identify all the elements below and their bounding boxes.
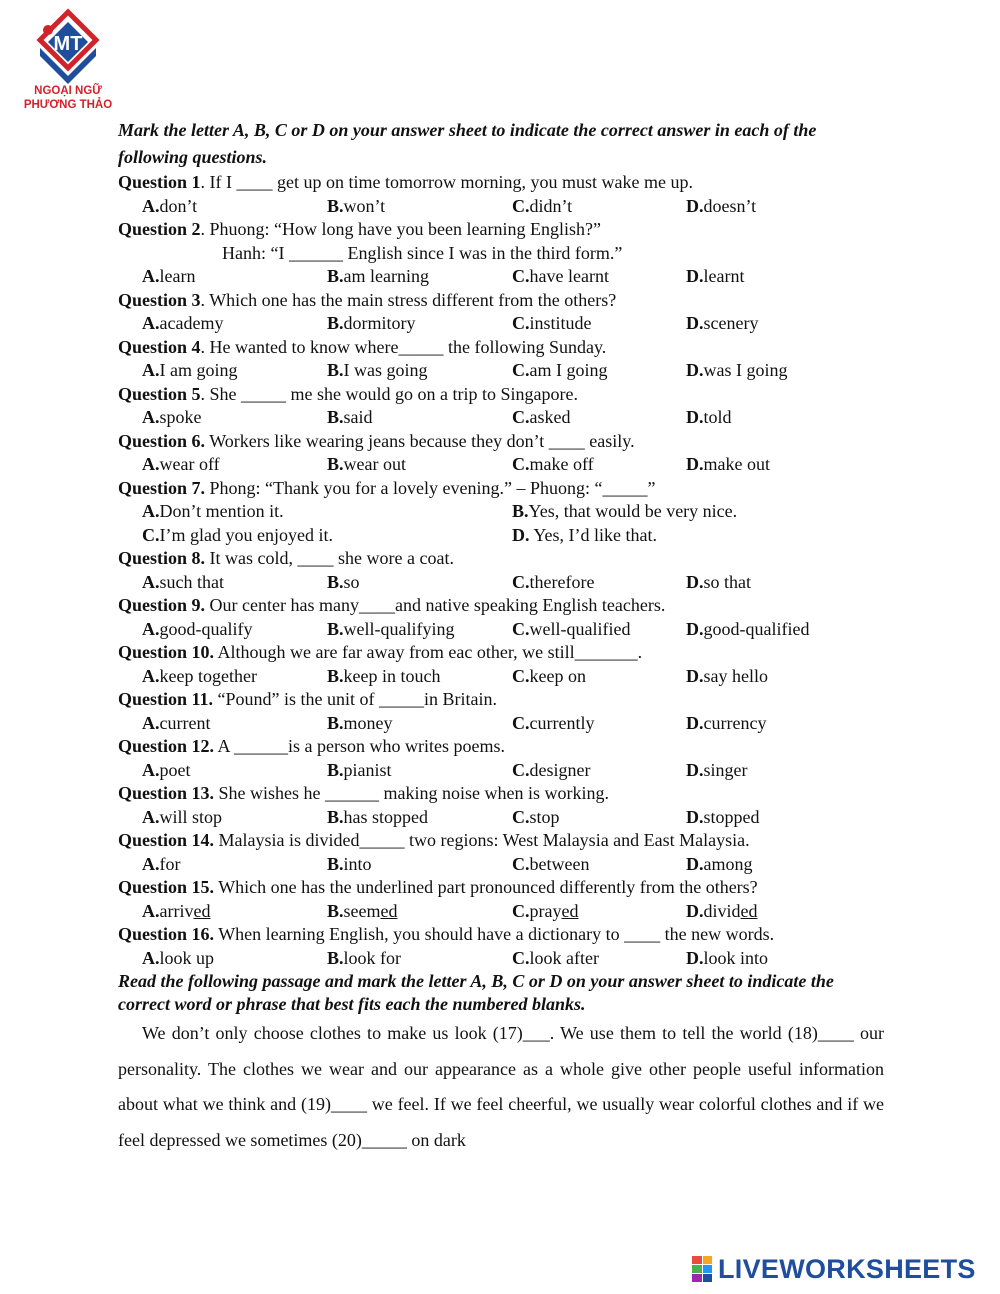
option-letter: C. bbox=[512, 618, 530, 639]
answer-option[interactable] bbox=[512, 571, 594, 595]
question-label: Question 8. bbox=[118, 548, 206, 568]
question-stem bbox=[118, 782, 884, 806]
option-text: singer bbox=[703, 759, 748, 780]
option-letter: B. bbox=[327, 806, 344, 827]
question-stem bbox=[118, 594, 884, 618]
answer-option[interactable] bbox=[327, 900, 398, 924]
option-letter: A. bbox=[142, 806, 160, 827]
answer-option[interactable] bbox=[327, 453, 406, 477]
answer-option[interactable] bbox=[686, 453, 770, 477]
option-row bbox=[118, 195, 884, 219]
answer-option[interactable] bbox=[327, 759, 392, 783]
option-row bbox=[118, 406, 884, 430]
question-text: Which one has the main stress different from the others? bbox=[205, 289, 617, 310]
logo-caption bbox=[14, 84, 122, 112]
question-label: Question 15. bbox=[118, 877, 215, 897]
answer-option[interactable] bbox=[686, 947, 768, 971]
answer-option[interactable] bbox=[686, 806, 760, 830]
option-letter: D. bbox=[686, 571, 704, 592]
question-stem bbox=[118, 430, 884, 454]
option-letter: C. bbox=[512, 665, 530, 686]
option-letter: C. bbox=[512, 759, 530, 780]
option-row bbox=[118, 524, 884, 548]
option-letter: D. bbox=[686, 454, 704, 474]
answer-option[interactable] bbox=[512, 618, 630, 642]
option-row bbox=[118, 806, 884, 830]
option-letter: D. bbox=[686, 900, 704, 921]
option-letter: B. bbox=[327, 407, 344, 427]
question-label: Question 5 bbox=[118, 383, 201, 404]
logo-letters: MT bbox=[53, 33, 83, 55]
option-letter: D. bbox=[686, 665, 704, 686]
option-text: divid bbox=[703, 900, 741, 921]
option-text: so that bbox=[703, 571, 751, 592]
answer-option[interactable] bbox=[142, 500, 284, 524]
option-row bbox=[118, 759, 884, 783]
option-letter: A. bbox=[142, 266, 160, 286]
option-letter: D. bbox=[686, 195, 704, 216]
question-separator: . bbox=[200, 336, 206, 357]
option-text: keep on bbox=[529, 665, 586, 686]
option-letter: C. bbox=[512, 900, 530, 921]
option-text: seem bbox=[343, 900, 381, 921]
option-text: will stop bbox=[159, 806, 223, 827]
question-separator: . bbox=[200, 289, 206, 310]
answer-option[interactable] bbox=[142, 265, 195, 289]
option-letter: C. bbox=[512, 853, 530, 874]
question-separator: . bbox=[200, 383, 206, 404]
answer-option[interactable] bbox=[686, 759, 748, 783]
question-text: Although we are far away from eac other, we still_______. bbox=[214, 642, 643, 662]
answer-option[interactable] bbox=[686, 359, 788, 383]
question-separator: . bbox=[200, 219, 206, 239]
option-row bbox=[118, 853, 884, 877]
answer-option[interactable] bbox=[142, 312, 223, 336]
option-letter: B. bbox=[327, 947, 344, 968]
question-stem bbox=[118, 735, 884, 759]
answer-option[interactable] bbox=[327, 312, 416, 336]
answer-option[interactable] bbox=[142, 806, 222, 830]
answer-option[interactable] bbox=[512, 265, 609, 289]
option-row bbox=[118, 618, 884, 642]
answer-option[interactable] bbox=[686, 312, 758, 336]
option-text: currency bbox=[703, 712, 767, 733]
option-text: scenery bbox=[703, 313, 759, 333]
option-letter: C. bbox=[512, 407, 530, 427]
answer-option[interactable] bbox=[327, 947, 401, 971]
option-row bbox=[118, 947, 884, 971]
option-underlined-part: ed bbox=[561, 900, 579, 921]
option-text: stopped bbox=[703, 806, 760, 827]
question-text: Phuong: “How long have you been learning English?” bbox=[205, 219, 601, 239]
option-letter: D. bbox=[686, 759, 704, 780]
question-text: Our center has many____and native speaking English teachers. bbox=[205, 595, 666, 615]
answer-option[interactable] bbox=[686, 618, 809, 642]
option-text: learn bbox=[159, 266, 196, 286]
answer-option[interactable] bbox=[512, 195, 572, 219]
question-text: A ______is a person who writes poems. bbox=[214, 736, 505, 756]
option-text: academy bbox=[159, 313, 224, 333]
option-letter: D. bbox=[686, 407, 704, 427]
logo-line-2: PHƯƠNG THẢO bbox=[23, 99, 113, 111]
answer-option[interactable] bbox=[512, 500, 737, 524]
option-letter: B. bbox=[327, 313, 344, 333]
answer-option[interactable] bbox=[686, 665, 768, 689]
option-text: look for bbox=[343, 947, 402, 968]
answer-option[interactable] bbox=[512, 665, 586, 689]
option-row bbox=[118, 571, 884, 595]
option-letter: A. bbox=[142, 360, 160, 380]
option-letter: D. bbox=[686, 360, 704, 380]
question-text: She wishes he ______ making noise when is working. bbox=[214, 783, 609, 803]
option-text: look up bbox=[159, 947, 215, 968]
option-text: between bbox=[529, 853, 590, 874]
answer-option[interactable] bbox=[686, 900, 758, 924]
question-label: Question 9. bbox=[118, 595, 206, 615]
option-letter: A. bbox=[142, 900, 160, 921]
option-text: said bbox=[343, 407, 373, 427]
option-text: current bbox=[159, 712, 211, 733]
answer-option[interactable] bbox=[327, 359, 428, 383]
option-letter: B. bbox=[327, 360, 344, 380]
question-stem bbox=[118, 171, 884, 195]
answer-option[interactable] bbox=[686, 406, 732, 430]
question-stem bbox=[118, 547, 884, 571]
question-text: It was cold, ____ she wore a coat. bbox=[205, 548, 454, 568]
footer-brand bbox=[692, 1252, 976, 1286]
answer-option[interactable] bbox=[327, 571, 360, 595]
answer-option[interactable] bbox=[686, 195, 756, 219]
logo-emblem bbox=[18, 8, 118, 92]
option-text: have learnt bbox=[529, 266, 609, 286]
option-letter: A. bbox=[142, 407, 160, 427]
option-row bbox=[118, 665, 884, 689]
option-text: make out bbox=[703, 454, 770, 474]
question-label: Question 14. bbox=[118, 830, 215, 850]
liveworksheets-icon bbox=[692, 1256, 712, 1282]
answer-option[interactable] bbox=[512, 806, 560, 830]
question-stem bbox=[118, 688, 884, 712]
answer-option[interactable] bbox=[512, 453, 594, 477]
question-text: He wanted to know where_____ the following Sunday. bbox=[205, 336, 607, 357]
option-text: therefore bbox=[529, 571, 595, 592]
option-letter: C. bbox=[512, 195, 530, 216]
answer-option[interactable] bbox=[512, 900, 578, 924]
answer-option[interactable] bbox=[142, 947, 214, 971]
option-letter: A. bbox=[142, 947, 160, 968]
question-text: Workers like wearing jeans because they don’t ____ easily. bbox=[205, 430, 635, 451]
answer-option[interactable] bbox=[327, 806, 428, 830]
answer-option[interactable] bbox=[142, 524, 333, 548]
question-stem bbox=[118, 218, 884, 242]
answer-option[interactable] bbox=[142, 359, 238, 383]
option-letter: C. bbox=[512, 571, 530, 592]
option-text: Don’t mention it. bbox=[159, 501, 284, 521]
question-stem bbox=[118, 383, 884, 407]
section-1-instruction: Mark the letter A, B, C or D on your answer sheet to indicate the correct answer in each of the following questions. bbox=[118, 120, 817, 167]
answer-option[interactable] bbox=[512, 312, 592, 336]
option-text: arriv bbox=[159, 900, 194, 921]
option-text: well-qualified bbox=[529, 618, 631, 639]
option-text: such that bbox=[159, 571, 224, 592]
option-text: for bbox=[159, 853, 181, 874]
option-letter: A. bbox=[142, 501, 160, 521]
option-letter: B. bbox=[327, 900, 344, 921]
option-row bbox=[118, 265, 884, 289]
option-text: look after bbox=[529, 947, 599, 968]
option-text: good-qualify bbox=[159, 618, 253, 639]
liveworksheets-logo-text: LIVEWORKSHEETS bbox=[718, 1253, 976, 1284]
question-stem bbox=[118, 876, 884, 900]
option-underlined-part: ed bbox=[380, 900, 398, 921]
question-label: Question 13. bbox=[118, 783, 215, 803]
question-label: Question 1 bbox=[118, 172, 201, 192]
option-text: told bbox=[703, 407, 732, 427]
option-letter: C. bbox=[142, 524, 160, 545]
option-letter: D. bbox=[512, 524, 530, 545]
option-row bbox=[118, 900, 884, 924]
question-text: Malaysia is divided_____ two regions: West Malaysia and East Malaysia. bbox=[214, 830, 750, 850]
reading-passage: We don’t only choose clothes to make us look (17)___. We use them to tell the world (18)____ our personality. The clothes we wear and our appearance as a whole give other people useful information about what we think and (19)____ we feel. If we feel cheerful, we usually wear colorful clothes and if we feel depressed we sometimes (20)_____ on dark bbox=[118, 1023, 884, 1150]
option-letter: B. bbox=[327, 759, 344, 780]
option-text: stop bbox=[529, 806, 560, 827]
answer-option[interactable] bbox=[686, 853, 753, 877]
question-stem bbox=[118, 641, 884, 665]
option-letter: C. bbox=[512, 947, 530, 968]
option-text: am I going bbox=[529, 360, 608, 380]
answer-option[interactable] bbox=[142, 406, 202, 430]
answer-option[interactable] bbox=[142, 900, 210, 924]
option-text: wear off bbox=[159, 454, 220, 474]
question-text: “Pound” is the unit of _____in Britain. bbox=[213, 689, 498, 709]
option-letter: B. bbox=[512, 501, 529, 521]
question-label: Question 7. bbox=[118, 477, 206, 498]
option-text: am learning bbox=[343, 266, 429, 286]
option-text: learnt bbox=[703, 266, 745, 286]
option-letter: A. bbox=[142, 313, 160, 333]
option-text: say hello bbox=[703, 665, 768, 686]
option-text: doesn’t bbox=[703, 195, 757, 216]
option-letter: D. bbox=[686, 313, 704, 333]
question-text: If I ____ get up on time tomorrow morning, you must wake me up. bbox=[205, 172, 693, 192]
section-2-instruction: Read the following passage and mark the letter A, B, C or D on your answer sheet to indicate the correct word or phrase that best fits each the numbered blanks. bbox=[118, 971, 834, 1014]
answer-option[interactable] bbox=[686, 712, 766, 736]
question-label: Question 16. bbox=[118, 924, 215, 944]
answer-option[interactable] bbox=[142, 759, 191, 783]
option-text: I am going bbox=[159, 360, 238, 380]
answer-option[interactable] bbox=[327, 195, 385, 219]
option-underlined-part: ed bbox=[193, 900, 211, 921]
question-label: Question 4 bbox=[118, 336, 201, 357]
question-extra-line: Hanh: “I ______ English since I was in the third form.” bbox=[222, 242, 623, 263]
question-label: Question 6. bbox=[118, 430, 206, 451]
option-text: pianist bbox=[343, 759, 392, 780]
option-text: look into bbox=[703, 947, 769, 968]
answer-option[interactable] bbox=[512, 712, 594, 736]
option-text: designer bbox=[529, 759, 591, 780]
worksheet-content bbox=[118, 117, 884, 1158]
option-text: so bbox=[343, 571, 360, 592]
answer-option[interactable] bbox=[512, 853, 589, 877]
question-label: Question 11. bbox=[118, 689, 214, 709]
option-letter: B. bbox=[327, 266, 344, 286]
option-text: didn’t bbox=[529, 195, 573, 216]
question-stem bbox=[118, 477, 884, 501]
option-letter: A. bbox=[142, 195, 160, 216]
option-letter: A. bbox=[142, 454, 160, 474]
question-stem bbox=[118, 289, 884, 313]
option-letter: B. bbox=[327, 454, 344, 474]
option-text: dormitory bbox=[343, 313, 416, 333]
question-text: When learning English, you should have a dictionary to ____ the new words. bbox=[214, 924, 775, 944]
answer-option[interactable] bbox=[327, 665, 441, 689]
option-row bbox=[118, 312, 884, 336]
option-letter: D. bbox=[686, 618, 704, 639]
option-letter: D. bbox=[686, 266, 704, 286]
option-letter: D. bbox=[686, 853, 704, 874]
question-label: Question 12. bbox=[118, 736, 215, 756]
option-letter: B. bbox=[327, 195, 344, 216]
option-letter: A. bbox=[142, 618, 160, 639]
answer-option[interactable] bbox=[686, 571, 751, 595]
option-letter: B. bbox=[327, 618, 344, 639]
option-text: keep in touch bbox=[343, 665, 441, 686]
question-text: Phong: “Thank you for a lovely evening.” – Phuong: “_____” bbox=[205, 477, 656, 498]
answer-option[interactable] bbox=[512, 359, 608, 383]
option-text: wear out bbox=[343, 454, 406, 474]
option-text: has stopped bbox=[343, 806, 429, 827]
answer-option[interactable] bbox=[512, 406, 570, 430]
option-letter: C. bbox=[512, 360, 530, 380]
option-row bbox=[118, 500, 884, 524]
answer-option[interactable] bbox=[142, 195, 197, 219]
logo-line-1: NGOẠI NGỮ bbox=[34, 85, 102, 97]
option-underlined-part: ed bbox=[740, 900, 758, 921]
option-text: won’t bbox=[343, 195, 386, 216]
option-letter: D. bbox=[686, 712, 704, 733]
option-row bbox=[118, 712, 884, 736]
question-label: Question 3 bbox=[118, 289, 201, 310]
option-letter: A. bbox=[142, 665, 160, 686]
option-text: among bbox=[703, 853, 753, 874]
option-text: good-qualified bbox=[703, 618, 810, 639]
option-letter: B. bbox=[327, 712, 344, 733]
option-text: was I going bbox=[703, 360, 788, 380]
question-stem bbox=[118, 923, 884, 947]
option-letter: B. bbox=[327, 571, 344, 592]
answer-option[interactable] bbox=[142, 853, 181, 877]
answer-option[interactable] bbox=[327, 265, 429, 289]
option-text: poet bbox=[159, 759, 191, 780]
answer-option[interactable] bbox=[142, 712, 210, 736]
question-separator: . bbox=[200, 172, 206, 192]
answer-option[interactable] bbox=[327, 853, 372, 877]
question-text: She _____ me she would go on a trip to Singapore. bbox=[205, 383, 578, 404]
answer-option[interactable] bbox=[142, 665, 257, 689]
option-row bbox=[118, 359, 884, 383]
option-text: don’t bbox=[159, 195, 198, 216]
option-text: make off bbox=[529, 454, 594, 474]
question-stem bbox=[118, 336, 884, 360]
question-text: Which one has the underlined part pronounced differently from the others? bbox=[214, 877, 758, 897]
question-label: Question 10. bbox=[118, 642, 215, 662]
question-stem bbox=[118, 829, 884, 853]
option-text: I’m glad you enjoyed it. bbox=[159, 524, 333, 545]
answer-option[interactable] bbox=[512, 759, 590, 783]
option-text: Yes, that would be very nice. bbox=[528, 501, 738, 521]
option-letter: A. bbox=[142, 712, 160, 733]
answer-option[interactable] bbox=[327, 406, 373, 430]
option-text: currently bbox=[529, 712, 595, 733]
option-letter: D. bbox=[686, 947, 704, 968]
answer-option[interactable] bbox=[512, 947, 599, 971]
answer-option[interactable] bbox=[142, 571, 224, 595]
answer-option[interactable] bbox=[142, 618, 252, 642]
option-text: pray bbox=[529, 900, 562, 921]
option-letter: A. bbox=[142, 853, 160, 874]
option-text: well-qualifying bbox=[343, 618, 455, 639]
option-letter: A. bbox=[142, 571, 160, 592]
option-row bbox=[118, 453, 884, 477]
answer-option[interactable] bbox=[686, 265, 744, 289]
option-letter: C. bbox=[512, 454, 530, 474]
option-text: into bbox=[343, 853, 372, 874]
answer-option[interactable] bbox=[327, 712, 393, 736]
option-letter: B. bbox=[327, 665, 344, 686]
question-label: Question 2 bbox=[118, 219, 201, 239]
answer-option[interactable] bbox=[512, 524, 657, 548]
option-letter: D. bbox=[686, 806, 704, 827]
answer-option[interactable] bbox=[327, 618, 455, 642]
option-letter: A. bbox=[142, 759, 160, 780]
option-letter: C. bbox=[512, 266, 530, 286]
option-text: I was going bbox=[343, 360, 428, 380]
option-letter: C. bbox=[512, 806, 530, 827]
option-text: spoke bbox=[159, 407, 202, 427]
option-letter: C. bbox=[512, 313, 530, 333]
option-text: Yes, I’d like that. bbox=[529, 524, 657, 545]
option-text: money bbox=[343, 712, 393, 733]
option-letter: B. bbox=[327, 853, 344, 874]
question-list bbox=[118, 171, 884, 970]
answer-option[interactable] bbox=[142, 453, 220, 477]
option-text: institude bbox=[529, 313, 592, 333]
option-text: keep together bbox=[159, 665, 257, 686]
option-text: asked bbox=[529, 407, 571, 427]
option-letter: C. bbox=[512, 712, 530, 733]
